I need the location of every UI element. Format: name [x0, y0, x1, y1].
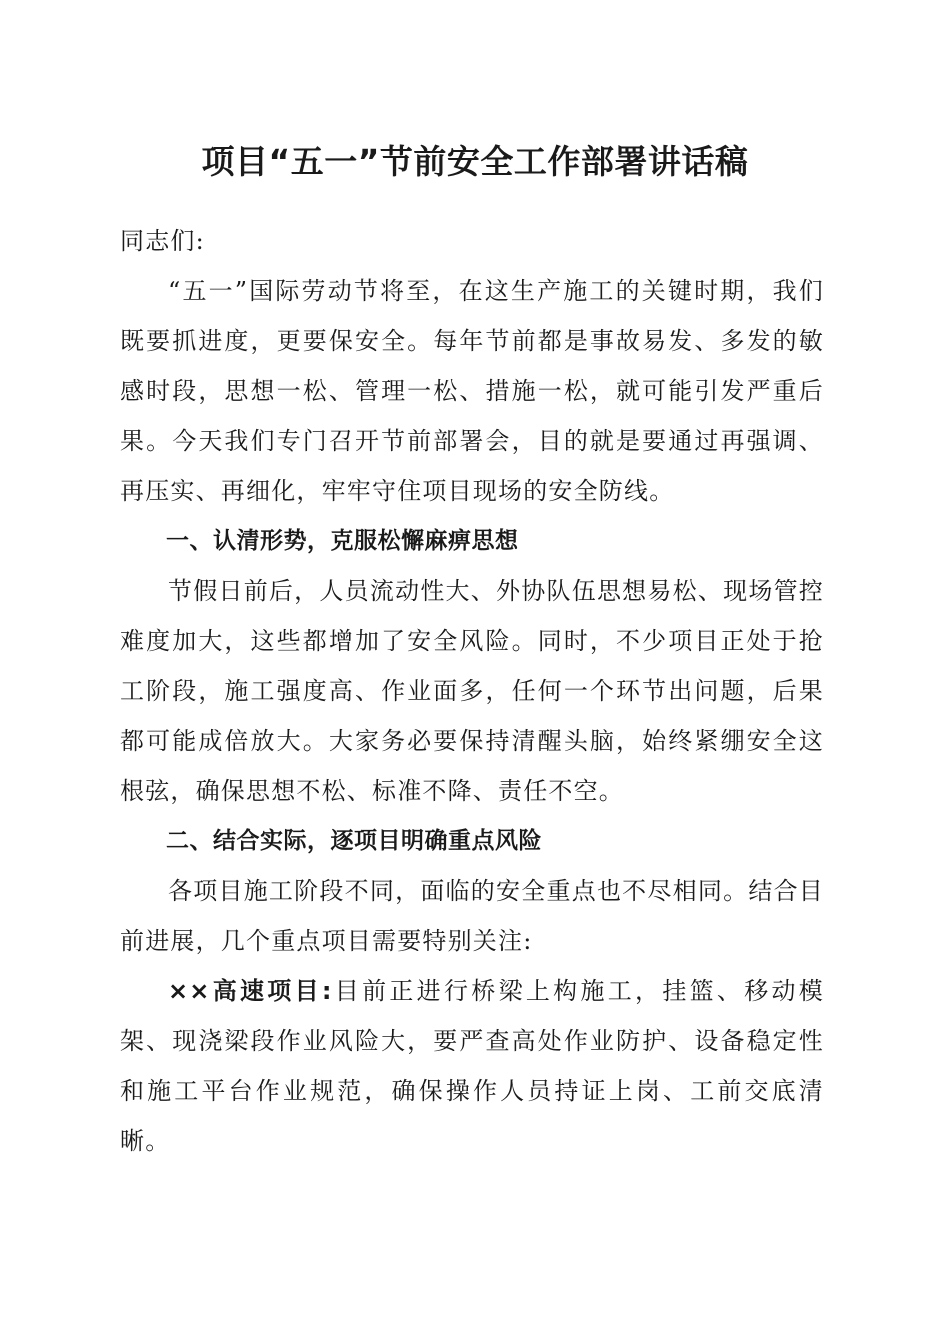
intro-paragraph: “五一”国际劳动节将至，在这生产施工的关键时期，我们既要抓进度，更要保安全。每年节前都是事故易发、多发的敏感时段，思想一松、管理一松、措施一松，就可能引发严重后果。今天我们专门召开节前部署会，目的就是要通过再强调、再压实、再细化，牢牢守住项目现场的安全防线。 [120, 277, 824, 505]
document-body [120, 216, 824, 1166]
document-title: 项目“五一”节前安全工作部署讲话稿 [201, 142, 749, 181]
project-item-paragraph [120, 966, 824, 1166]
project-item-text: 目前正进行桥梁上构施工，挂篮、移动模架、现浇梁段作业风险大，要严查高处作业防护、设备稳定性和施工平台作业规范，确保操作人员持证上岗、工前交底清晰。 [120, 977, 825, 1155]
section-1-paragraph: 节假日前后，人员流动性大、外协队伍思想易松、现场管控难度加大，这些都增加了安全风险。同时，不少项目正处于抢工阶段，施工强度高、作业面多，任何一个环节出问题，后果都可能成倍放大。大家务必要保持清醒头脑，始终紧绷安全这根弦，确保思想不松、标准不降、责任不空。 [120, 577, 824, 805]
section-2-heading: 二、结合实际，逐项目明确重点风险 [166, 828, 542, 854]
project-item-lead: ××高速项目: [168, 977, 333, 1005]
section-1-heading: 一、认清形势，克服松懈麻痹思想 [166, 528, 519, 554]
salutation: 同志们: [120, 227, 205, 255]
section-2-paragraph: 各项目施工阶段不同，面临的安全重点也不尽相同。结合目前进展，几个重点项目需要特别关注: [120, 877, 824, 955]
